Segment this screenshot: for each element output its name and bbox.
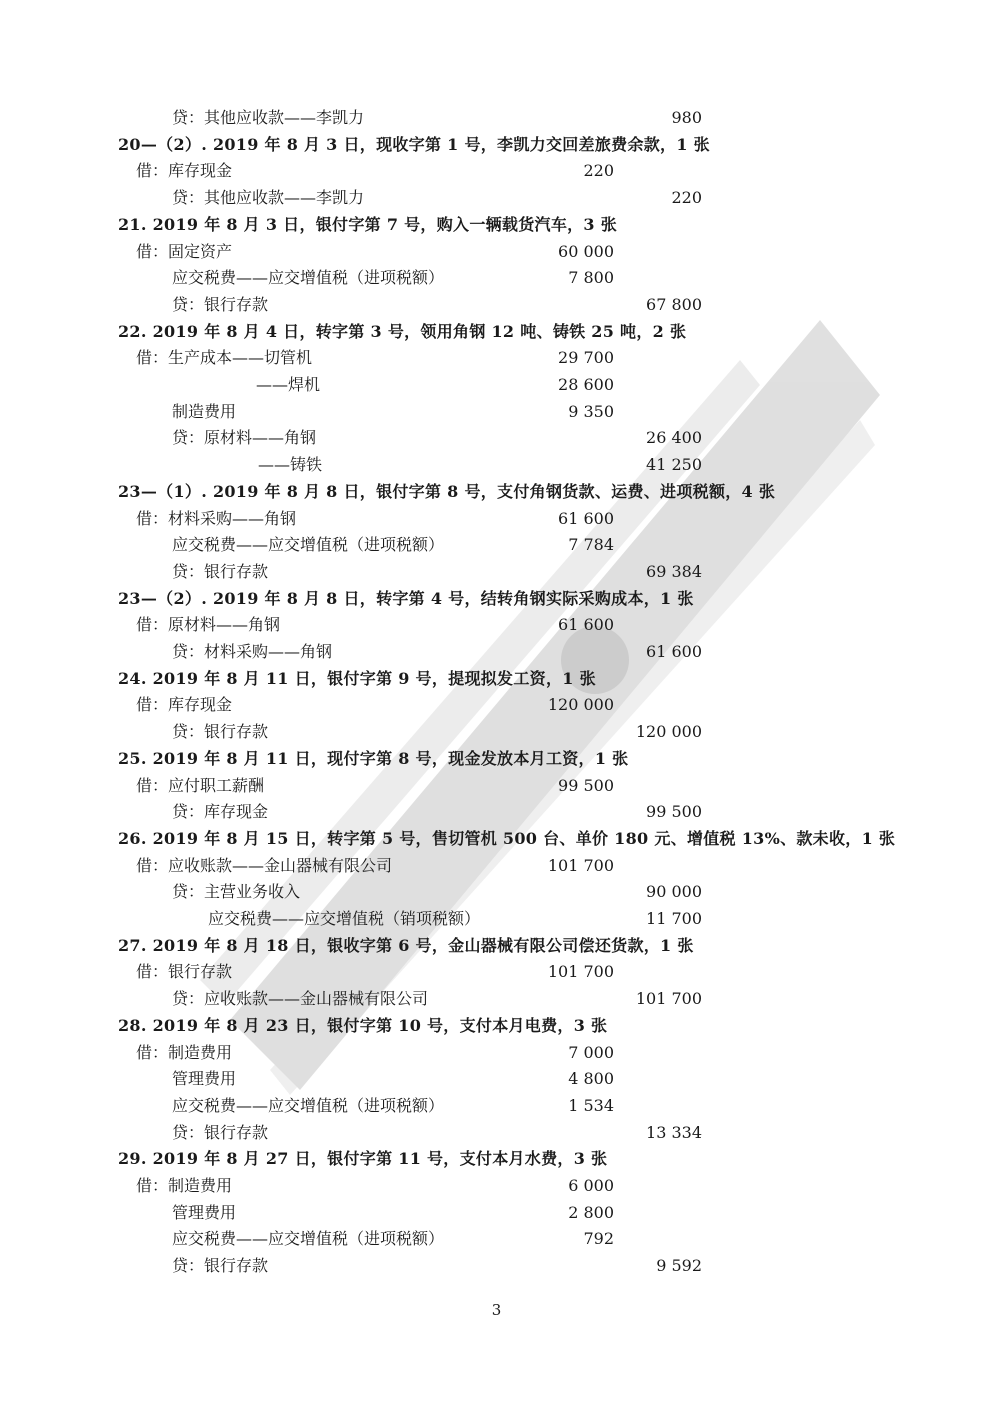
account-name: 制造费用 [172, 401, 237, 421]
journal-line [0, 1226, 993, 1252]
debit-amount: 120 000 [547, 695, 614, 715]
debit-amount: 101 700 [547, 855, 614, 875]
journal-line [0, 265, 993, 291]
journal-line [0, 692, 993, 718]
journal-line [0, 959, 993, 985]
debit-amount: 220 [583, 161, 614, 181]
account-name: 管理费用 [172, 1069, 237, 1089]
debit-amount: 9 350 [568, 401, 614, 421]
credit-amount: 11 700 [646, 909, 702, 928]
journal-line [0, 1200, 993, 1226]
journal-line [0, 239, 993, 265]
journal-line [0, 906, 993, 932]
debit-amount: 7 800 [568, 268, 614, 288]
credit-amount: 980 [671, 108, 702, 127]
transaction-header [0, 479, 993, 505]
journal-line [0, 345, 993, 371]
journal-line [0, 372, 993, 398]
journal-line [0, 158, 993, 184]
debit-amount: 99 500 [558, 775, 614, 795]
journal-line [0, 853, 993, 879]
transaction-header [0, 132, 993, 158]
journal-line [0, 879, 993, 905]
journal-line [0, 425, 993, 451]
account-name: 借：应收账款——金山器械有限公司 [136, 855, 393, 875]
transaction-title: 28. 2019 年 8 月 23 日，银付字第 10 号，支付本月电费，3 张 [118, 1015, 608, 1035]
journal-line [0, 1093, 993, 1119]
account-name: 借：银行存款 [136, 962, 233, 982]
journal-line [0, 559, 993, 585]
account-name: 应交税费——应交增值税（进项税额） [172, 1095, 445, 1115]
account-name: 管理费用 [172, 1202, 237, 1222]
account-name: ——铸铁 [258, 455, 323, 475]
transaction-header [0, 1013, 993, 1039]
transaction-header [0, 212, 993, 238]
journal-line [0, 719, 993, 745]
account-name: ——焊机 [256, 375, 321, 394]
transaction-title: 29. 2019 年 8 月 27 日，银付字第 11 号，支付本月水费，3 张 [118, 1149, 608, 1169]
journal-line [0, 1120, 993, 1146]
account-name: 贷：库存现金 [172, 802, 269, 822]
account-name: 贷：应收账款——金山器械有限公司 [172, 989, 429, 1009]
transaction-header [0, 746, 993, 772]
journal-line [0, 185, 993, 211]
journal-line [0, 773, 993, 799]
account-name: 应交税费——应交增值税（进项税额） [172, 1229, 445, 1249]
journal-line [0, 506, 993, 532]
journal-line [0, 799, 993, 825]
debit-amount: 792 [583, 1229, 614, 1249]
debit-amount: 2 800 [568, 1202, 614, 1222]
transaction-header [0, 933, 993, 959]
account-name: 贷：银行存款 [172, 1122, 269, 1142]
debit-amount: 28 600 [558, 375, 614, 394]
account-name: 贷：材料采购——角钢 [172, 642, 333, 661]
journal-line [0, 1066, 993, 1092]
transaction-title: 24. 2019 年 8 月 11 日，银付字第 9 号，提现拟发工资，1 张 [118, 668, 596, 688]
account-name: 借：制造费用 [136, 1042, 233, 1062]
credit-amount: 9 592 [656, 1256, 702, 1276]
debit-amount: 4 800 [568, 1069, 614, 1089]
account-name: 应交税费——应交增值税（销项税额） [208, 909, 481, 928]
account-name: 借：原材料——角钢 [136, 615, 281, 635]
account-name: 贷：原材料——角钢 [172, 428, 317, 448]
transaction-header [0, 319, 993, 345]
account-name: 借：生产成本——切管机 [136, 348, 313, 368]
credit-amount: 26 400 [646, 428, 702, 448]
credit-amount: 99 500 [646, 802, 702, 822]
account-name: 贷：银行存款 [172, 722, 269, 742]
transaction-header [0, 666, 993, 692]
account-name: 贷：银行存款 [172, 561, 269, 581]
debit-amount: 29 700 [558, 348, 614, 368]
debit-amount: 61 600 [558, 508, 614, 528]
transaction-title: 23—（2）. 2019 年 8 月 8 日，转字第 4 号，结转角钢实际采购成本，1 张 [118, 588, 694, 608]
credit-amount: 67 800 [646, 294, 702, 314]
transaction-header [0, 586, 993, 612]
transaction-title: 26. 2019 年 8 月 15 日，转字第 5 号，售切管机 500 台、单价 180 元、增值税 13%、款未收，1 张 [118, 828, 896, 848]
account-name: 借：库存现金 [136, 695, 233, 715]
transaction-header [0, 1146, 993, 1172]
debit-amount: 101 700 [547, 962, 614, 982]
page-number: 3 [491, 1301, 502, 1319]
debit-amount: 7 000 [568, 1042, 614, 1062]
credit-amount: 61 600 [646, 642, 702, 661]
credit-amount: 69 384 [646, 561, 702, 581]
transaction-title: 27. 2019 年 8 月 18 日，银收字第 6 号，金山器械有限公司偿还货款，1 张 [118, 935, 694, 955]
credit-amount: 90 000 [646, 882, 702, 902]
credit-amount: 41 250 [646, 455, 702, 475]
credit-amount: 101 700 [635, 989, 702, 1009]
account-name: 贷：主营业务收入 [172, 882, 301, 902]
journal-line [0, 612, 993, 638]
journal-line [0, 105, 993, 131]
journal-line [0, 399, 993, 425]
account-name: 借：应付职工薪酬 [136, 775, 265, 795]
account-name: 贷：银行存款 [172, 1256, 269, 1276]
journal-line [0, 532, 993, 558]
transaction-title: 20—（2）. 2019 年 8 月 3 日，现收字第 1 号，李凯力交回差旅费余款，1 张 [118, 134, 710, 154]
account-name: 贷：银行存款 [172, 294, 269, 314]
transaction-title: 23—（1）. 2019 年 8 月 8 日，银付字第 8 号，支付角钢货款、运费、进项税额，4 张 [118, 481, 776, 501]
account-name: 借：制造费用 [136, 1176, 233, 1195]
credit-amount: 120 000 [635, 722, 702, 742]
debit-amount: 7 784 [568, 535, 614, 555]
debit-amount: 1 534 [568, 1095, 614, 1115]
account-name: 借：库存现金 [136, 161, 233, 181]
journal-line [0, 1173, 993, 1199]
account-name: 借：材料采购——角钢 [136, 508, 297, 528]
journal-line [0, 639, 993, 665]
journal-line [0, 1040, 993, 1066]
credit-amount: 13 334 [646, 1122, 702, 1142]
journal-line [0, 986, 993, 1012]
debit-amount: 6 000 [568, 1176, 614, 1195]
debit-amount: 60 000 [558, 241, 614, 261]
transaction-title: 22. 2019 年 8 月 4 日，转字第 3 号，领用角钢 12 吨、铸铁 25 吨，2 张 [118, 321, 687, 341]
debit-amount: 61 600 [558, 615, 614, 635]
account-name: 借：固定资产 [136, 241, 233, 261]
transaction-title: 21. 2019 年 8 月 3 日，银付字第 7 号，购入一辆载货汽车，3 张 [118, 214, 618, 234]
transaction-header [0, 826, 993, 852]
journal-line [0, 1253, 993, 1279]
account-name: 应交税费——应交增值税（进项税额） [172, 268, 445, 288]
account-name: 贷：其他应收款——李凯力 [172, 108, 365, 127]
credit-amount: 220 [671, 188, 702, 208]
account-name: 应交税费——应交增值税（进项税额） [172, 535, 445, 555]
journal-line [0, 452, 993, 478]
journal-line [0, 292, 993, 318]
transaction-title: 25. 2019 年 8 月 11 日，现付字第 8 号，现金发放本月工资，1 张 [118, 748, 629, 768]
account-name: 贷：其他应收款——李凯力 [172, 188, 365, 208]
